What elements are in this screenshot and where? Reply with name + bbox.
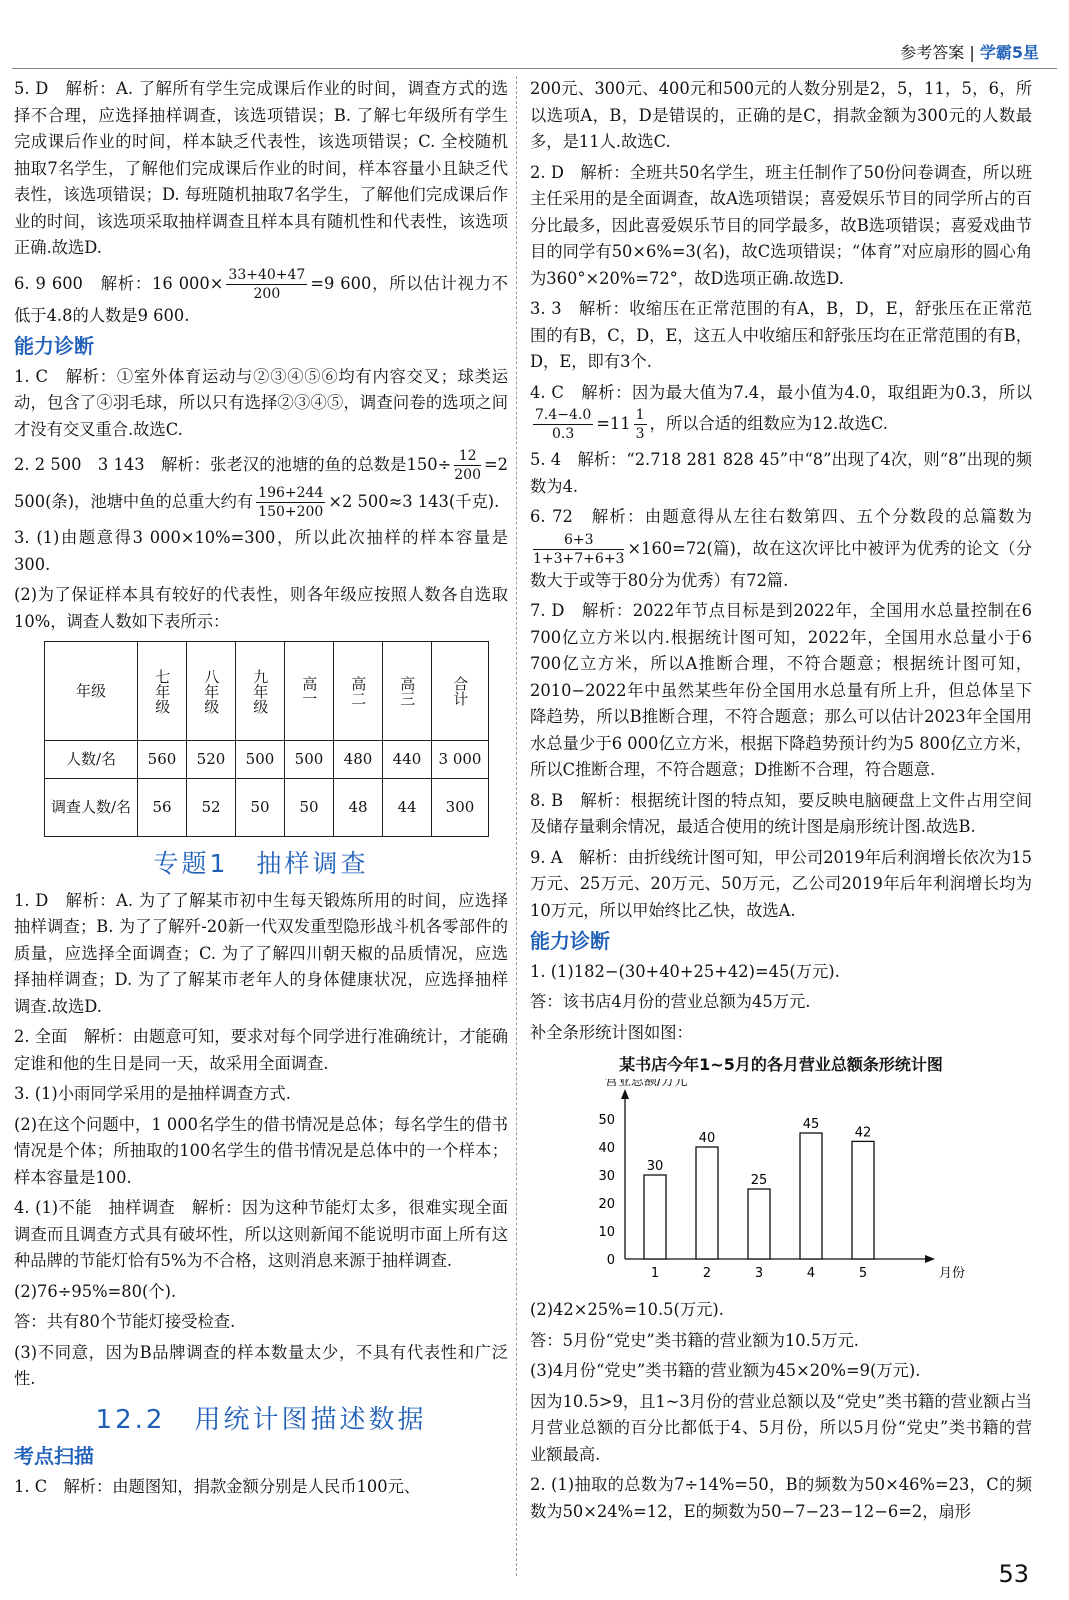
ability-answer-3-cont: 因为10.5>9，且1~3月份的营业总额以及“党史”类书籍的营业额占当月营业总额的百分比都低于4、5月份，所以5月份“党史”类书籍的营业额最高.: [530, 1391, 1033, 1464]
scan-answer-9: 9. A 解析：由折线统计图可知，甲公司2019年后利润增长依次为15万元、25万元、20万元、50万元，乙公司2019年后年利润增长均为10万元，所以甲始终比乙快，故选A.: [530, 847, 1032, 920]
bar: [644, 1175, 666, 1259]
ability-answer-2: (2)42×25%=10.5(万元).: [530, 1300, 724, 1319]
table-cell: 50: [236, 779, 285, 837]
right-column: [530, 76, 1032, 1529]
answer-6: 6. 9 600 解析：16 000× $\frac{33+40+47}{200}$ =9 600，所以估计视力不低于4.8的人数是9 600.: [14, 266, 508, 325]
ability-answer-1: 1. (1)182−(30+40+25+42)=45(万元).: [530, 961, 840, 981]
x-tick-label: 3: [754, 1265, 764, 1281]
table-cell: 560: [138, 741, 187, 779]
topic-title-2: 12.2 用统计图描述数据: [95, 1404, 427, 1435]
brand-logo: 学霸5星: [979, 43, 1039, 62]
x-tick-label: 5: [858, 1265, 868, 1281]
scan-answer-3: 3. 3 解析：收缩压在正常范围的有A，B，D，E，舒张压在正常范围的有B，C，D，E，这五人中收缩压和舒张压均在正常范围的有B，D，E，即有3个.: [530, 299, 1032, 371]
topic-answer-4-1: 4. (1)不能 抽样调查 解析：因为这种节能灯太多，很难实现全面调查而且调查方式具有破坏性，所以这则新闻不能说明市面上所有这种品牌的节能灯恰有5%为不合格，这则消息来源于抽样调查.: [14, 1198, 508, 1270]
ability-answer-1-note: 补全条形统计图如图：: [530, 1022, 693, 1042]
table-cell: 九年级: [236, 642, 285, 741]
table-cell: 高一: [285, 642, 334, 741]
bar-value-label: 45: [802, 1116, 820, 1132]
x-tick-label: 4: [806, 1265, 816, 1281]
bar: [800, 1133, 822, 1259]
bar: [852, 1141, 874, 1259]
page-header: [900, 40, 1039, 63]
table-cell: 48: [334, 779, 383, 837]
table-cell: 50: [285, 779, 334, 837]
table-cell: 七年级: [138, 642, 187, 741]
y-tick-label: 20: [598, 1196, 615, 1212]
bar-value-label: 40: [698, 1130, 716, 1146]
bar: [748, 1189, 770, 1259]
table-cell: 八年级: [187, 642, 236, 741]
table-row-label: 调查人数/名: [45, 779, 138, 837]
section-heading: 能力诊断: [14, 334, 94, 358]
scan-answer-6: 6. 72 解析：由题意得从左往右数第四、五个分数段的总篇数为 $\frac{6+3}{1+3+7+6+3}$ ×160=72(篇)，故在这次评比中被评为优秀的论文（分数大于或等于80分为优秀）有72篇.: [530, 507, 1032, 590]
scan-answer-1-cont: 200元、300元、400元和500元的人数分别是2，5，11，5，6，所以选项A，B，D是错误的，正确的是C，捐款金额为300元的人数最多，是11人.故选C.: [530, 79, 1032, 151]
x-tick-label: 2: [702, 1265, 712, 1281]
bar-value-label: 42: [854, 1124, 872, 1140]
ability-answer-3: (3)4月份“党史”类书籍的营业额为45×20%=9(万元).: [530, 1361, 921, 1380]
answer-5: 5. D 解析：A. 了解所有学生完成课后作业的时间，调查方式的选择不合理，应选择抽样调查，该选项错误；B. 了解七年级所有学生完成课后作业的时间，样本缺乏代表性，该选项错误；C. 全校随机抽取7名学生，了解他们完成课后作业的时间，样本容量小且缺乏代表性，该选项错误；D. 每班随机抽取7名学生，了解他们完成课后作业的时间，该选项采取抽样调查且样本具有随机性和代表性，该选项正确.故选D.: [14, 79, 508, 257]
table-header: 年级: [45, 642, 138, 741]
scan-answer-7: 7. D 解析：2022年节点目标是到2022年，全国用水总量控制在6 700亿立方米以内.根据统计图可知，2022年，全国用水总量小于6 700亿立方米，所以A推断合理，不符合题意；根据统计图可知，2010−2022年中虽然某些年份全国用水总量有所上升，但总体呈下降趋势，所以B推断合理，不符合题意；那么可以估计2023年全国用水总量少于6 000亿立方米，根据下降趋势预计约为5 800亿立方米，所以C推断合理，不符合题意；D推断不合理，符合题意.: [530, 601, 1032, 779]
table-cell: 高三: [383, 642, 432, 741]
column-divider: [516, 76, 517, 1576]
topic-answer-3-2: (2)在这个问题中，1 000名学生的借书情况是总体；每名学生的借书情况是个体；所抽取的100名学生的借书情况是总体中的一个样本；样本容量是100.: [14, 1114, 508, 1187]
bar-value-label: 30: [646, 1158, 664, 1174]
table-cell: 3 000: [432, 741, 489, 779]
topic-answer-1: 1. D 解析：A. 为了了解某市初中生每天锻炼所用的时间，应选择抽样调查；B. 为了了解歼-20新一代双发重型隐形战斗机各零部件的质量，应选择全面调查；C. 为了了解四川朝天椒的品质情况，应选择抽样调查；D. 为了了解某市老年人的身体健康状况，应选择抽样调查.故选D.: [14, 890, 508, 1016]
survey-table: [44, 641, 489, 837]
topic-title-1: 专题1 抽样调查: [153, 849, 369, 878]
y-axis-label: 营业总额/万元: [605, 1078, 688, 1089]
ability-answer-1-ans: 答：该书店4月份的营业总额为45万元.: [530, 992, 811, 1011]
table-cell: 500: [285, 741, 334, 779]
table-cell: 56: [138, 779, 187, 837]
scan-answer-4: 4. C 解析：因为最大值为7.4，最小值为4.0，取组距为0.3，所以 $\frac{7.4-4.0}{0.3}$ =11 $\frac{1}{3}$ ，所以合适的组数应为12.故选C.: [530, 382, 1032, 442]
table-cell: 480: [334, 741, 383, 779]
chart-title: 某书店今年1~5月的各月营业总额条形统计图: [619, 1055, 943, 1074]
answer-2: 2. 2 500 3 143 解析：张老汉的池塘的鱼的总数是150÷ $\frac{12}{200}$ =2 500(条)，池塘中鱼的总重大约有 $\frac{196+244}{150+200}$ ×2 500≈3 143(千克).: [14, 448, 508, 520]
y-tick-label: 40: [598, 1140, 615, 1156]
topic-answer-3-1: 3. (1)小雨同学采用的是抽样调查方式.: [14, 1084, 291, 1103]
section-heading-3: 能力诊断: [530, 929, 610, 953]
y-tick-label: 50: [598, 1112, 615, 1128]
header-sep: |: [969, 43, 975, 62]
left-column: [14, 76, 508, 1504]
x-axis-arrow: [925, 1255, 935, 1263]
header-label: 参考答案: [900, 43, 965, 62]
ability-answer-4: 2. (1)抽取的总数为7÷14%=50，B的频数为50×46%=23，C的频数为50×24%=12，E的频数为50−7−23−12−6=2，扇形: [530, 1475, 1032, 1521]
table-cell: 440: [383, 741, 432, 779]
bar-value-label: 25: [750, 1172, 768, 1188]
answer-1: 1. C 解析：①室外体育运动与②③④⑤⑥均有内容交叉；球类运动，包含了④羽毛球，所以只有选择②③④⑤，调查问卷的选项之间才没有交叉重合.故选C.: [14, 366, 508, 439]
table-cell: 500: [236, 741, 285, 779]
y-tick-label: 0: [606, 1252, 615, 1268]
topic-answer-4-2: (2)76÷95%=80(个).: [14, 1281, 177, 1301]
table-cell: 300: [432, 779, 489, 837]
page-number: 53: [998, 1560, 1029, 1588]
x-tick-label: 1: [650, 1265, 660, 1281]
bar-chart: [530, 1079, 1030, 1289]
bar: [696, 1147, 718, 1259]
scan-answer-2: 2. D 解析：全班共50名学生，班主任制作了50份问卷调查，所以班主任采用的是全面调查，故A选项错误；喜爱娱乐节目的同学所占的百分比最多，因此喜爱娱乐节目的同学最多，故B选项错误；喜爱戏曲节目的同学有50×6%=3(名)，故C选项错误；“体育”对应扇形的圆心角为360°×20%=72°，故D选项正确.故选D.: [530, 162, 1032, 288]
topic-answer-2: 2. 全面 解析：由题意可知，要求对每个同学进行准确统计，才能确定谁和他的生日是同一天，故采用全面调查.: [14, 1027, 508, 1073]
answer-3-1: 3. (1)由题意得3 000×10%=300，所以此次抽样的样本容量是300.: [14, 528, 508, 574]
header-rule: [12, 68, 1057, 69]
topic-answer-4-3: 答：共有80个节能灯接受检查.: [14, 1312, 236, 1331]
y-axis-arrow: [621, 1089, 629, 1099]
scan-answer-5: 5. 4 解析：“2.718 281 828 45”中“8”出现了4次，则“8”出现的频数为4.: [530, 450, 1032, 496]
x-axis-label: 月份: [939, 1265, 966, 1281]
y-tick-label: 10: [598, 1224, 615, 1240]
topic-answer-4-4: (3)不同意，因为B品牌调查的样本数量太少，不具有代表性和广泛性.: [14, 1342, 508, 1388]
table-cell: 高二: [334, 642, 383, 741]
ability-answer-2-ans: 答：5月份“党史”类书籍的营业额为10.5万元.: [530, 1330, 859, 1350]
scan-answer-1: 1. C 解析：由题图知，捐款金额分别是人民币100元、: [14, 1476, 421, 1496]
answer-3-2: (2)为了保证样本具有较好的代表性，则各年级应按照人数各自选取10%，调查人数如下表所示：: [14, 585, 508, 631]
table-cell: 520: [187, 741, 236, 779]
section-heading-2: 考点扫描: [14, 1444, 94, 1468]
table-cell: 52: [187, 779, 236, 837]
scan-answer-8: 8. B 解析：根据统计图的特点知，要反映电脑硬盘上文件占用空间及储存量剩余情况，最适合使用的统计图是扇形统计图.故选B.: [530, 790, 1032, 836]
y-tick-label: 30: [598, 1168, 615, 1184]
table-cell: 合计: [432, 642, 489, 741]
table-cell: 44: [383, 779, 432, 837]
table-row-label: 人数/名: [45, 741, 138, 779]
